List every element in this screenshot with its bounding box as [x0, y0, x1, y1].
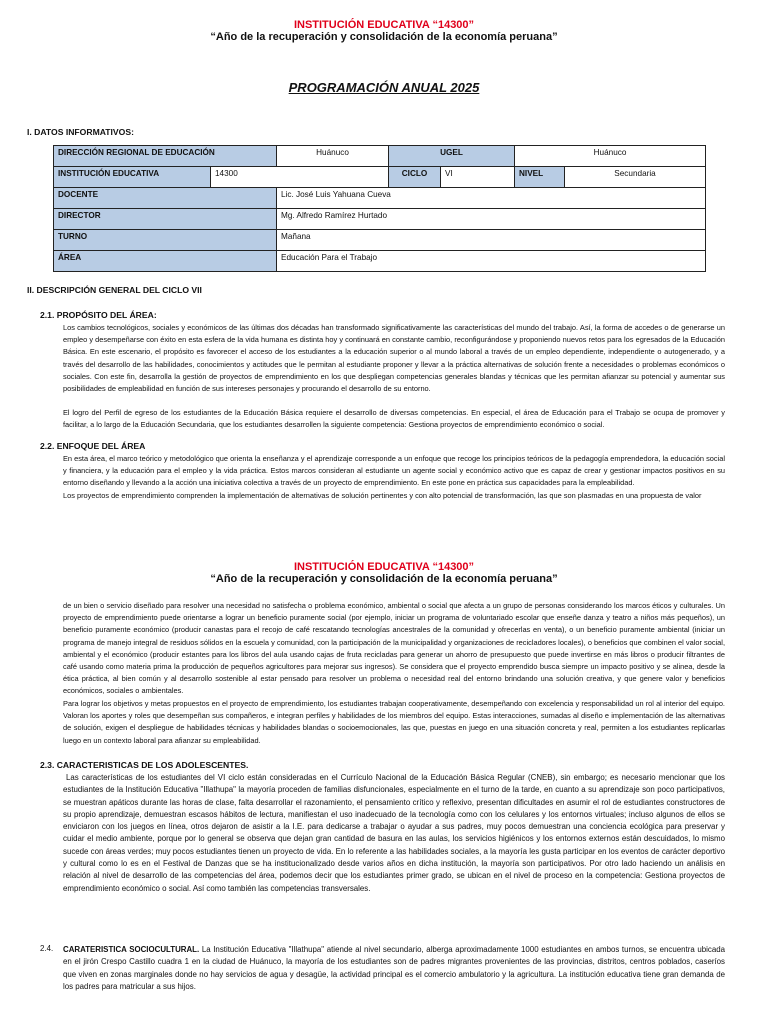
purpose-paragraph-1: Los cambios tecnológicos, sociales y económicos de las últimas dos décadas han transformado significativamente las características del mundo del trabajo. Así, la forma de accedes o de generarse un empleo y desempeñarse con éxito en esta esfera de la vida humana es distinta hoy y continuará en constante cambio, reconfigurándose y proponiendo nuevos retos para los egresados de la Educación Básica. En este escenario, el propósito es favorecer el acceso de los estudiantes a la educación superior o al mundo laboral a través de un empleo dependiente, independiente o autogenerado, y a través del desarrollo de las habilidades, conocimientos y actitudes que le permitan al estudiante proponer y llevar a la práctica alternativas de solución frente a necesidades o problemas económicos o sociales. Con este fin, desarrolla la gestión de proyectos de emprendimiento en los que despliegan competencias generales blandas y técnicas que les permitan afianzar su potencial y aumentar sus posibilidades de empleabilidad en función de sus intereses personajes y procurando el desarrollo de su entorno.	[63, 323, 725, 394]
ciclo-value: VI	[441, 167, 515, 188]
ie-value: 14300	[211, 167, 389, 188]
table-row	[54, 230, 706, 251]
institution-header: INSTITUCIÓN EDUCATIVA “14300”	[293, 19, 475, 31]
section-2-4-heading: CARATERISTICA SOCIOCULTURAL.	[63, 945, 200, 954]
ugel-value: Huánuco	[515, 146, 706, 167]
docente-value: Lic. José Luis Yahuana Cueva	[277, 188, 706, 209]
table-row	[54, 188, 706, 209]
turno-label: TURNO	[54, 230, 277, 251]
section-2-2-heading: 2.2. ENFOQUE DEL ÁREA	[40, 441, 146, 451]
sociocultural-text: La Institución Educativa "Illathupa" atiende al nivel secundario, alberga aproximadamente 1000 estudiantes en ambos turnos, se encuentra ubicada en el jirón Crespo Castillo cuadra 1 en la ciudad de Huánuco, la mayoría de los estudiantes son de padres migrantes provenientes de las provincias, distritos, centros poblados, caseríos que viven en zonas marginales donde no hay servicios de agua y desagüe, la actividad principal es el comercio ambulatorio y la agricultura. La institución educativa tiene gran demanda de los padres para matricular a sus hijos.	[63, 945, 725, 991]
ugel-label: UGEL	[389, 146, 515, 167]
institution-header-page-2: INSTITUCIÓN EDUCATIVA “14300”	[293, 561, 475, 573]
section-2-4-number: 2.4.	[40, 944, 54, 953]
adolescents-paragraph: Las características de los estudiantes del VI ciclo están consideradas en el Currículo Nacional de la Educación Básica Regular (CNEB), sin embargo; es necesario mencionar que los estudiantes de la Institución Educativa "Illathupa" la mayoría proceden de familias disfuncionales, especialmente en el turno de la tarde, en cuanto a su aprendizaje son poco participativos, se muestran apáticos durante las horas de clase, falta desarrollar el razonamiento, el pensamiento crítico y reflexivo, presentan dificultades en asumir el rol de estudiantes constructores de su propio aprendizaje, demuestran escasos hábitos de lectura, manifiestan el uso inadecuado de la tecnología como con los celulares y los entornos virtuales; incluso algunos de ellos se enviciaron con los juegos en línea, otros dejaron de asistir a la I.E. para dedicarse a trabajar o ayudar a sus padres, muy pocos demuestran una conciencia ecológica para preservar y cuidar el medio ambiente, porque por lo general se observa que dejan gran cantidad de basura en las aulas, los servicios higiénicos y los entornos externos están descuidados, lo mismo sucede con áreas verdes; muy pocos estudiantes tienen un proyecto de vida. En lo referente a las habilidades sociales, a la mayoría les gusta participar en los eventos de carácter deportivo y cultural como lo es en el Festival de Danzas que se ha institucionalizado desde varios años en dicha institución, la mayoría son participativos. Por otro lado haciendo un análisis en relación al nivel de desarrollo de las competencias del área, podemos decir que los estudiantes primer grado, se ubican en el nivel de proceso en la competencia: Gestiona proyectos de emprendimiento económico o social. Así como también las competencias transversales.	[63, 773, 725, 893]
approach-paragraph-1: En esta área, el marco teórico y metodológico que orienta la enseñanza y el aprendizaje corresponde a un enfoque que recoge los principios teóricos de la pedagogía emprendedora, la educación social y financiera, y la educación para el empleo y la vida práctica. Estos marcos consideran al estudiante un agente social y económico activo que es capaz de crear y gestionar impactos positivos en su entorno diseñando y llevando a la acción una iniciativa colectiva a través de un proyecto de emprendimiento. En este pone en práctica sus capacidades para la empleabilidad.	[63, 454, 725, 488]
docente-label: DOCENTE	[54, 188, 277, 209]
approach-continuation-paragraph: de un bien o servicio diseñado para resolver una necesidad no satisfecha o problema económico, ambiental o social que afecta a un grupo de personas considerando los marcos éticos y culturales. Un proyecto de emprendimiento puede orientarse a lograr un beneficio puramente social (por ejemplo, iniciar un programa de voluntariado escolar que enseñe danza y teatro a niños más pequeños), un beneficio puramente económico (producir canastas para el recojo de café rescatando tecnologías ancestrales de la comunidad y ofrecerlas en venta), o un beneficio puramente ambiental (iniciar un programa de manejo integral de residuos sólidos en la escuela y comunidad, con la participación de la municipalidad y organizaciones de recicladores locales), o beneficios que combinen el valor social, ambiental y el económico (producir estantes para los libros del aula usando cajas de fruta recicladas para generar un ahorro de presupuesto que puede invertirse en más libros o producir filtrantes de café usando como materia prima la producción de pequeños agricultores para mejorar sus ingresos). Se considera que el proyecto emprendido busca siempre un impacto positivo y se alinea, desde la ética práctica, al bien común y al desarrollo sostenible al estar pensado para resolver un problema o necesidad real del entorno brindando una solución creativa, y que genere valor y beneficios económicos, sociales o ambientales.	[63, 601, 725, 696]
section-1-heading: I. DATOS INFORMATIVOS:	[27, 127, 134, 137]
area-label: ÁREA	[54, 251, 277, 272]
table-row	[54, 146, 706, 167]
director-value: Mg. Alfredo Ramírez Hurtado	[277, 209, 706, 230]
nivel-label: NIVEL	[515, 167, 565, 188]
dre-value: Huánuco	[277, 146, 389, 167]
document-title: PROGRAMACIÓN ANUAL 2025	[288, 80, 480, 95]
purpose-paragraph-2: El logro del Perfil de egreso de los estudiantes de la Educación Básica requiere el desarrollo de diversas competencias. En especial, el área de Educación para el Trabajo se ocupa de promover y facilitar, a lo largo de la Educación Secundaria, que los estudiantes desarrollen la siguiente competencia: Gestiona proyectos de emprendimiento económico o social.	[63, 408, 725, 430]
section-2-3-heading: 2.3. CARACTERISTICAS DE LOS ADOLESCENTES.	[40, 760, 249, 770]
nivel-value: Secundaria	[565, 167, 706, 188]
director-label: DIRECTOR	[54, 209, 277, 230]
section-2-heading: II. DESCRIPCIÓN GENERAL DEL CICLO VII	[27, 285, 202, 295]
ciclo-label: CICLO	[389, 167, 441, 188]
ie-label: INSTITUCIÓN EDUCATIVA	[54, 167, 211, 188]
turno-value: Mañana	[277, 230, 706, 251]
table-row	[54, 251, 706, 272]
approach-paragraph-2: Los proyectos de emprendimiento comprenden la implementación de alternativas de solución pertinentes y con alto potencial de transformación, las que son plasmadas en una propuesta de valor	[63, 491, 702, 500]
area-value: Educación Para el Trabajo	[277, 251, 706, 272]
year-motto: “Año de la recuperación y consolidación de la economía peruana”	[210, 31, 558, 43]
approach-teamwork-paragraph: Para lograr los objetivos y metas propuestos en el proyecto de emprendimiento, los estudiantes trabajan cooperativamente, desempeñando con excelencia y responsabilidad un rol al interior del equipo. Valoran los aportes y roles que desempeñan sus compañeros, e integran perfiles y habilidades de los miembros del equipo. Estas interacciones, sumadas al diseño e implementación de las alternativas de solución, exigen el despliegue de habilidades técnicas y habilidades blandas o socioemocionales, las que, puestas en juego en una situación concreta y real, permiten a los estudiantes replicarlas luego en un contexto laboral para afianzar su empleabilidad.	[63, 699, 725, 745]
dre-label: DIRECCIÓN REGIONAL DE EDUCACIÓN	[54, 146, 277, 167]
table-row	[54, 167, 706, 188]
sociocultural-paragraph	[63, 944, 725, 993]
info-table	[53, 145, 706, 272]
table-row	[54, 209, 706, 230]
year-motto-page-2: “Año de la recuperación y consolidación de la economía peruana”	[210, 573, 558, 585]
section-2-1-heading: 2.1. PROPÓSITO DEL ÁREA:	[40, 310, 157, 320]
